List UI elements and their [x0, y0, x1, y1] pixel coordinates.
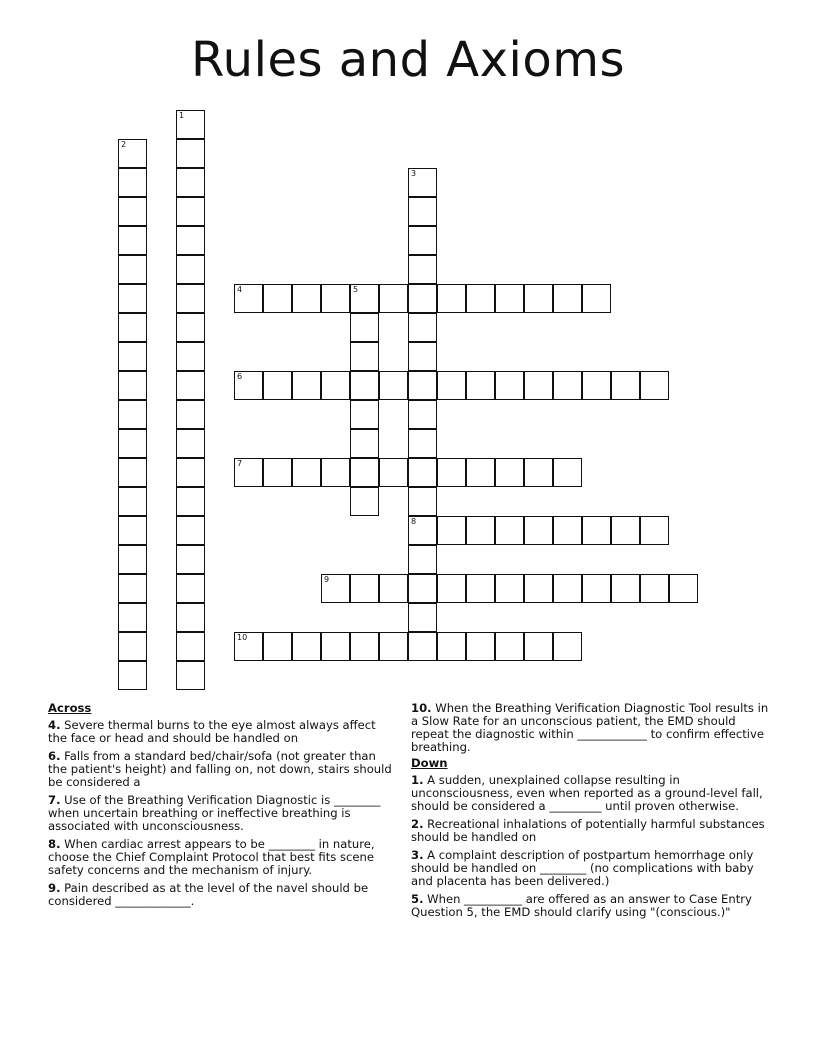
- grid-cell[interactable]: [118, 516, 147, 545]
- grid-cell[interactable]: [466, 284, 495, 313]
- grid-cell[interactable]: [118, 139, 147, 168]
- clue-text: Recreational inhalations of potentially harmful substances should be handled on: [411, 817, 765, 844]
- clue-text: A complaint description of postpartum hemorrhage only should be handled on ________ (no complications with baby and placenta has been delivered.): [411, 848, 754, 888]
- clue-text: Pain described as at the level of the navel should be considered _____________.: [48, 881, 369, 908]
- grid-cell[interactable]: [524, 458, 553, 487]
- grid-cell[interactable]: [176, 110, 205, 139]
- clue-number: 1.: [411, 773, 424, 787]
- down-clue: [411, 818, 771, 844]
- grid-cell[interactable]: [118, 400, 147, 429]
- grid-cell[interactable]: [408, 255, 437, 284]
- grid-cell[interactable]: [118, 574, 147, 603]
- grid-cell[interactable]: [118, 284, 147, 313]
- grid-cell[interactable]: [292, 458, 321, 487]
- grid-cell[interactable]: [466, 458, 495, 487]
- grid-cell[interactable]: [118, 487, 147, 516]
- grid-cell[interactable]: [582, 574, 611, 603]
- grid-cell[interactable]: [350, 574, 379, 603]
- across-clue: [48, 750, 393, 789]
- grid-cell[interactable]: [263, 284, 292, 313]
- grid-cell[interactable]: [118, 458, 147, 487]
- down-clue: [411, 774, 771, 813]
- grid-cell[interactable]: [292, 371, 321, 400]
- clue-text: When __________ are offered as an answer to Case Entry Question 5, the EMD should clarify using "(conscious.)": [411, 892, 752, 919]
- grid-cell[interactable]: [408, 458, 437, 487]
- clue-text: Falls from a standard bed/chair/sofa (not greater than the patient's height) and falling on, not down, stairs should be considered a: [48, 749, 392, 789]
- grid-cell[interactable]: [234, 632, 263, 661]
- grid-cell[interactable]: [640, 574, 669, 603]
- grid-cell[interactable]: [118, 429, 147, 458]
- clues-column-left: [48, 702, 393, 913]
- grid-cell[interactable]: [234, 284, 263, 313]
- grid-cell[interactable]: [176, 458, 205, 487]
- grid-cell[interactable]: [437, 458, 466, 487]
- grid-cell[interactable]: [495, 632, 524, 661]
- grid-cell[interactable]: [495, 574, 524, 603]
- grid-cell[interactable]: [234, 458, 263, 487]
- grid-cell[interactable]: [176, 197, 205, 226]
- grid-cell[interactable]: [553, 371, 582, 400]
- grid-cell[interactable]: [437, 371, 466, 400]
- grid-cell[interactable]: [553, 516, 582, 545]
- clue-number: 10.: [411, 701, 432, 715]
- grid-cell[interactable]: [553, 632, 582, 661]
- grid-cell[interactable]: [350, 400, 379, 429]
- grid-cell[interactable]: [176, 139, 205, 168]
- grid-cell[interactable]: [408, 284, 437, 313]
- clue-text: Severe thermal burns to the eye almost always affect the face or head and should be handled on: [48, 718, 376, 745]
- grid-cell[interactable]: [321, 458, 350, 487]
- across-clue-list: [48, 719, 393, 908]
- grid-cell[interactable]: [263, 632, 292, 661]
- grid-cell[interactable]: [408, 574, 437, 603]
- grid-cell[interactable]: [408, 400, 437, 429]
- grid-cell[interactable]: [408, 197, 437, 226]
- grid-cell[interactable]: [176, 226, 205, 255]
- grid-cell[interactable]: [524, 284, 553, 313]
- grid-cell[interactable]: [437, 632, 466, 661]
- grid-cell[interactable]: [118, 168, 147, 197]
- grid-cell[interactable]: [118, 371, 147, 400]
- grid-cell[interactable]: [321, 284, 350, 313]
- grid-cell[interactable]: [176, 661, 205, 690]
- grid-cell[interactable]: [524, 516, 553, 545]
- grid-cell[interactable]: [321, 632, 350, 661]
- across-clue: [48, 719, 393, 745]
- cell-number: 7: [237, 459, 243, 468]
- grid-cell[interactable]: [176, 516, 205, 545]
- grid-cell[interactable]: [118, 342, 147, 371]
- clue-number: 6.: [48, 749, 61, 763]
- cell-number: 1: [179, 111, 185, 120]
- grid-cell[interactable]: [437, 574, 466, 603]
- grid-cell[interactable]: [176, 313, 205, 342]
- grid-cell[interactable]: [408, 371, 437, 400]
- grid-cell[interactable]: [176, 168, 205, 197]
- grid-cell[interactable]: [118, 632, 147, 661]
- grid-cell[interactable]: [176, 429, 205, 458]
- across-clue: [48, 838, 393, 877]
- cell-number: 3: [411, 169, 417, 178]
- grid-cell[interactable]: [553, 574, 582, 603]
- grid-cell[interactable]: [408, 429, 437, 458]
- down-heading: Down: [411, 756, 448, 770]
- clue-number: 8.: [48, 837, 61, 851]
- grid-cell[interactable]: [553, 284, 582, 313]
- grid-cell[interactable]: [408, 168, 437, 197]
- grid-cell[interactable]: [408, 632, 437, 661]
- grid-cell[interactable]: [408, 603, 437, 632]
- down-clue-list: [411, 774, 771, 919]
- grid-cell[interactable]: [640, 371, 669, 400]
- grid-cell[interactable]: [466, 516, 495, 545]
- grid-cell[interactable]: [582, 284, 611, 313]
- grid-cell[interactable]: [321, 574, 350, 603]
- cell-number: 6: [237, 372, 243, 381]
- grid-cell[interactable]: [321, 371, 350, 400]
- grid-cell[interactable]: [379, 632, 408, 661]
- grid-cell[interactable]: [379, 574, 408, 603]
- grid-cell[interactable]: [350, 632, 379, 661]
- cell-number: 2: [121, 140, 127, 149]
- grid-cell[interactable]: [611, 574, 640, 603]
- grid-cell[interactable]: [495, 371, 524, 400]
- grid-cell[interactable]: [495, 458, 524, 487]
- grid-cell[interactable]: [350, 458, 379, 487]
- grid-cell[interactable]: [495, 284, 524, 313]
- grid-cell[interactable]: [176, 284, 205, 313]
- grid-cell[interactable]: [437, 516, 466, 545]
- grid-cell[interactable]: [176, 400, 205, 429]
- grid-cell[interactable]: [408, 516, 437, 545]
- clue-text: When cardiac arrest appears to be ________ in nature, choose the Chief Complaint Protocol that best fits scene safety concerns and the mechanism of injury.: [48, 837, 375, 877]
- down-clue: [411, 893, 771, 919]
- clues-column-right: [411, 702, 771, 924]
- cell-number: 8: [411, 517, 417, 526]
- grid-cell[interactable]: [350, 429, 379, 458]
- grid-cell[interactable]: [408, 226, 437, 255]
- grid-cell[interactable]: [669, 574, 698, 603]
- across-clue: [48, 882, 393, 908]
- grid-cell[interactable]: [524, 632, 553, 661]
- grid-cell[interactable]: [408, 487, 437, 516]
- grid-cell[interactable]: [263, 458, 292, 487]
- grid-cell[interactable]: [495, 516, 524, 545]
- grid-cell[interactable]: [524, 371, 553, 400]
- clue-text: A sudden, unexplained collapse resulting in unconsciousness, even when reported as a ground-level fall, should be considered a _________ until proven otherwise.: [411, 773, 763, 813]
- clue-number: 2.: [411, 817, 424, 831]
- grid-cell[interactable]: [379, 458, 408, 487]
- grid-cell[interactable]: [611, 516, 640, 545]
- grid-cell[interactable]: [176, 574, 205, 603]
- grid-cell[interactable]: [176, 255, 205, 284]
- grid-cell[interactable]: [350, 313, 379, 342]
- cell-number: 10: [237, 633, 248, 642]
- grid-cell[interactable]: [408, 342, 437, 371]
- grid-cell[interactable]: [582, 516, 611, 545]
- grid-cell[interactable]: [176, 632, 205, 661]
- grid-cell[interactable]: [176, 342, 205, 371]
- grid-cell[interactable]: [553, 458, 582, 487]
- grid-cell[interactable]: [466, 371, 495, 400]
- grid-cell[interactable]: [524, 574, 553, 603]
- grid-cell[interactable]: [118, 255, 147, 284]
- clue-text: When the Breathing Verification Diagnostic Tool results in a Slow Rate for an unconscious patient, the EMD should repeat the diagnostic within ____________ to confirm effective breathing.: [411, 701, 769, 754]
- grid-cell[interactable]: [118, 197, 147, 226]
- grid-cell[interactable]: [582, 371, 611, 400]
- across-clue: [411, 702, 771, 754]
- grid-cell[interactable]: [263, 371, 292, 400]
- grid-cell[interactable]: [466, 632, 495, 661]
- grid-cell[interactable]: [408, 313, 437, 342]
- clue-number: 9.: [48, 881, 61, 895]
- grid-cell[interactable]: [118, 313, 147, 342]
- cell-number: 5: [353, 285, 359, 294]
- grid-cell[interactable]: [292, 284, 321, 313]
- across-clue: [48, 794, 393, 833]
- across-heading: Across: [48, 701, 92, 715]
- grid-cell[interactable]: [118, 661, 147, 690]
- grid-cell[interactable]: [118, 226, 147, 255]
- grid-cell[interactable]: [466, 574, 495, 603]
- across-clue-list-continued: [411, 702, 771, 754]
- grid-cell[interactable]: [437, 284, 466, 313]
- clue-number: 5.: [411, 892, 424, 906]
- clue-number: 3.: [411, 848, 424, 862]
- cell-number: 9: [324, 575, 330, 584]
- grid-cell[interactable]: [408, 545, 437, 574]
- grid-cell[interactable]: [350, 487, 379, 516]
- grid-cell[interactable]: [176, 545, 205, 574]
- grid-cell[interactable]: [176, 371, 205, 400]
- grid-cell[interactable]: [176, 603, 205, 632]
- grid-cell[interactable]: [118, 545, 147, 574]
- grid-cell[interactable]: [350, 371, 379, 400]
- grid-cell[interactable]: [379, 284, 408, 313]
- down-clue: [411, 849, 771, 888]
- grid-cell[interactable]: [350, 284, 379, 313]
- grid-cell[interactable]: [640, 516, 669, 545]
- grid-cell[interactable]: [379, 371, 408, 400]
- page-title: Rules and Axioms: [190, 32, 626, 88]
- grid-cell[interactable]: [176, 487, 205, 516]
- grid-cell[interactable]: [118, 603, 147, 632]
- grid-cell[interactable]: [292, 632, 321, 661]
- cell-number: 4: [237, 285, 243, 294]
- grid-cell[interactable]: [234, 371, 263, 400]
- grid-cell[interactable]: [350, 342, 379, 371]
- clue-number: 4.: [48, 718, 61, 732]
- clue-number: 7.: [48, 793, 61, 807]
- clue-text: Use of the Breathing Verification Diagnostic is ________ when uncertain breathing or ineffective breathing is associated with unconsciousness.: [48, 793, 381, 833]
- grid-cell[interactable]: [611, 371, 640, 400]
